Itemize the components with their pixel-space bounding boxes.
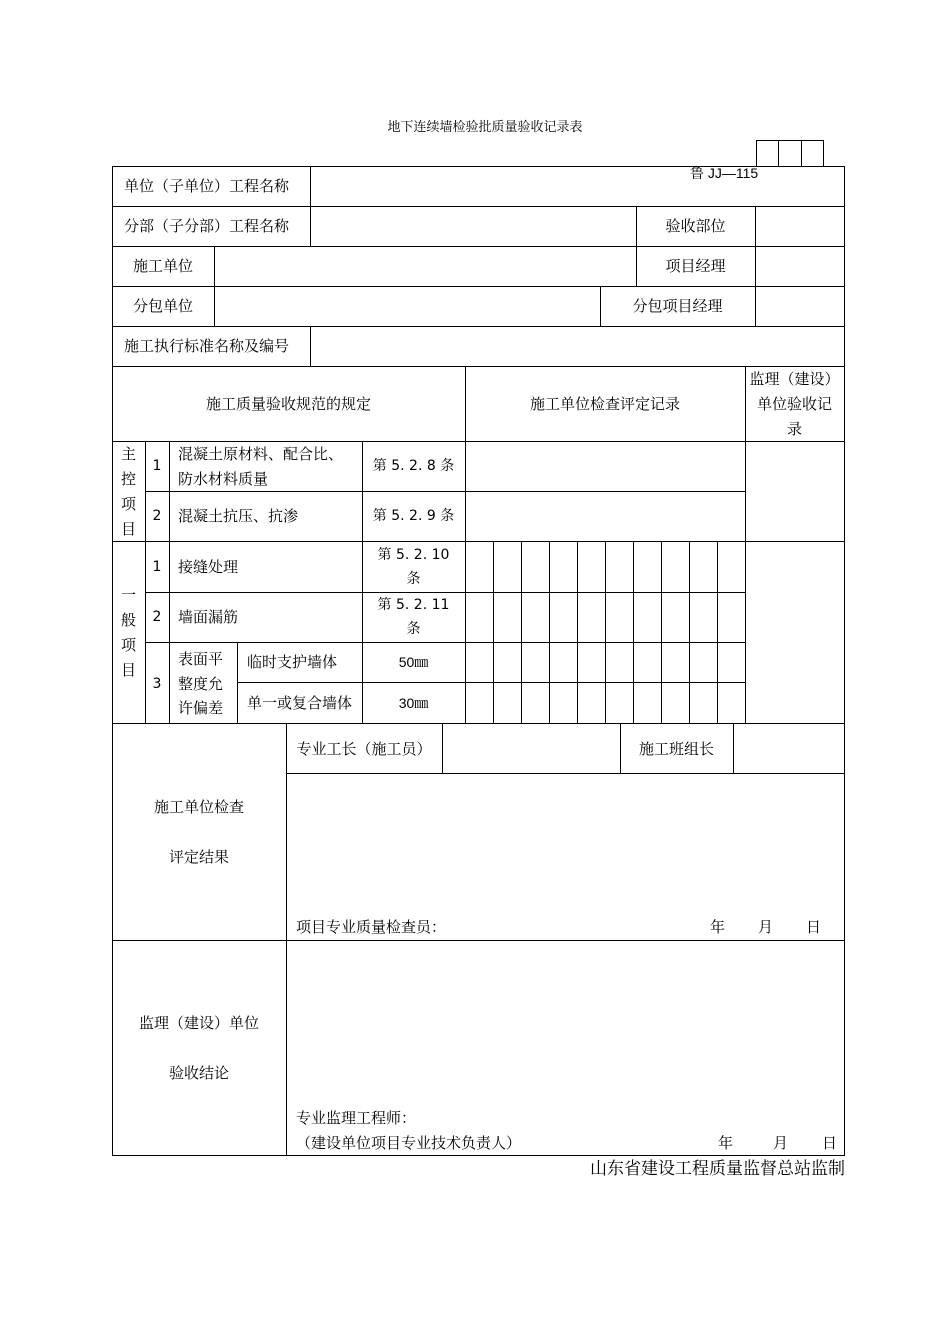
general-char: 目 xyxy=(120,661,136,679)
general-item-no: 1 xyxy=(152,559,162,575)
supervisor-header-line2: 单位验收记 xyxy=(756,395,832,413)
flatness-label: 许偏差 xyxy=(178,699,224,717)
division-label: 分部（子分部）工程名称 xyxy=(124,217,290,235)
standard-label: 施工执行标准名称及编号 xyxy=(124,337,290,355)
foreman-label: 专业工长（施工员） xyxy=(296,740,432,758)
date-year: 年 xyxy=(710,918,726,936)
supervisor-header-line1: 监理（建设） xyxy=(749,370,840,388)
date-month: 月 xyxy=(758,918,774,936)
owner-rep-label: （建设单位项目专业技术负责人） xyxy=(296,1134,522,1152)
general-item-clause: 条 xyxy=(406,621,421,637)
project-manager-label: 项目经理 xyxy=(665,257,726,275)
flatness-label: 表面平 xyxy=(178,650,224,668)
main-control-char: 主 xyxy=(120,445,136,463)
flatness-label: 整度允 xyxy=(178,675,224,693)
main-item-name: 混凝土原材料、配合比、 xyxy=(178,445,344,463)
team-leader-label: 施工班组长 xyxy=(638,740,714,758)
main-item-clause: 第 5. 2. 8 条 xyxy=(372,458,455,474)
main-item-no: 2 xyxy=(152,508,162,524)
general-char: 项 xyxy=(120,636,136,654)
main-item-clause: 第 5. 2. 9 条 xyxy=(372,508,455,524)
sub-item-value: 30㎜ xyxy=(398,695,429,711)
general-item-clause: 第 5. 2. 10 xyxy=(377,547,450,563)
general-item-name: 墙面漏筋 xyxy=(178,608,239,626)
date-day: 日 xyxy=(806,918,822,936)
form-code: 鲁 JJ—115 xyxy=(690,165,759,181)
main-item-name: 防水材料质量 xyxy=(178,470,269,488)
sub-pm-label: 分包项目经理 xyxy=(632,297,723,315)
subcontractor-label: 分包单位 xyxy=(132,297,193,315)
page-title: 地下连续墙检验批质量验收记录表 xyxy=(387,120,583,135)
supervisor-result-label: 监理（建设）单位 xyxy=(138,1014,259,1032)
date-month: 月 xyxy=(773,1134,789,1152)
general-item-name: 接缝处理 xyxy=(178,558,239,576)
supervisor-header-line3: 录 xyxy=(786,420,802,438)
general-item-no: 3 xyxy=(152,676,162,692)
contractor-label: 施工单位 xyxy=(132,257,193,275)
main-control-char: 控 xyxy=(120,470,136,488)
sub-item-name: 单一或复合墙体 xyxy=(247,694,353,712)
contractor-result-label: 评定结果 xyxy=(168,848,229,866)
supervisor-result-label: 验收结论 xyxy=(168,1064,229,1082)
unit-project-label: 单位（子单位）工程名称 xyxy=(124,177,290,195)
sub-item-value: 50㎜ xyxy=(398,654,429,670)
supervising-engineer-label: 专业监理工程师： xyxy=(296,1109,417,1127)
date-day: 日 xyxy=(822,1134,838,1152)
spec-column-header: 施工质量验收规范的规定 xyxy=(205,395,371,413)
contractor-result-label: 施工单位检查 xyxy=(153,798,244,816)
general-item-no: 2 xyxy=(152,609,162,625)
general-item-clause: 条 xyxy=(406,571,421,587)
general-char: 一 xyxy=(120,586,136,604)
main-item-name: 混凝土抗压、抗渗 xyxy=(178,507,299,525)
date-year: 年 xyxy=(718,1134,734,1152)
general-item-clause: 第 5. 2. 11 xyxy=(377,597,450,613)
inspector-label: 项目专业质量检查员： xyxy=(296,918,447,936)
contractor-record-header: 施工单位检查评定记录 xyxy=(529,395,680,413)
footer-issuer: 山东省建设工程质量监督总站监制 xyxy=(590,1159,845,1179)
sub-item-name: 临时支护墙体 xyxy=(247,653,338,671)
main-item-no: 1 xyxy=(152,458,162,474)
general-char: 般 xyxy=(120,611,136,629)
acceptance-part-label: 验收部位 xyxy=(665,217,726,235)
main-control-char: 项 xyxy=(120,495,136,513)
main-control-char: 目 xyxy=(120,520,136,538)
